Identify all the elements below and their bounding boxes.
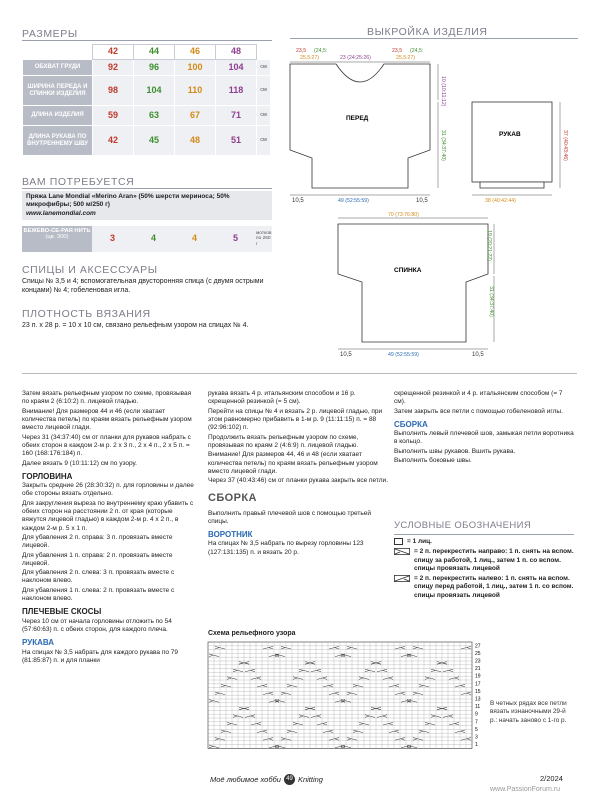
gauge-heading: ПЛОТНОСТЬ ВЯЗАНИЯ xyxy=(22,308,151,320)
size-cell: 71 xyxy=(216,106,257,126)
size-48: 48 xyxy=(216,45,257,60)
paragraph: Затем вязать рельефным узором по схеме, провязывая по краям 2 (6:10:2) п. лицевой гладью. xyxy=(22,390,192,406)
sleeve-label: РУКАВ xyxy=(499,131,521,138)
chart-row-number: 3 xyxy=(475,734,478,741)
chart-row-number: 1 xyxy=(475,742,478,749)
paragraph: Выполнить левый плечевой шов, замыкая петли воротника в кольцо. xyxy=(394,430,574,446)
back-label: СПИНКА xyxy=(394,267,422,274)
footer-issue: 2/2024 xyxy=(540,774,563,783)
paragraph: Затем закрыть все петли с помощью гобеленовой иглы. xyxy=(394,407,563,415)
front-side-left: 10,5 xyxy=(292,198,304,204)
back-bottom-dim: 49 (52:55:59) xyxy=(388,352,419,358)
size-cell: 59 xyxy=(93,106,134,126)
front-label: ПЕРЕД xyxy=(346,115,369,122)
paragraph: На спицах № 3,5 набрать для каждого рукава по 79 (81:85:87) п. и для планки xyxy=(22,648,178,664)
back-top-dim: 70 (73:76:80) xyxy=(388,212,419,218)
paragraph: Для убавления 2 п. слева: 3 п. провязать вместе с наклоном влево. xyxy=(22,569,175,585)
front-outline xyxy=(290,64,430,188)
size-row-label: ШИРИНА ПЕРЕДА И СПИНКИ ИЗДЕЛИЯ xyxy=(23,76,93,106)
size-cell: 110 xyxy=(175,76,216,106)
yarn-qty-row xyxy=(22,226,272,252)
paragraph: Внимание! Для размеров 44 и 46 (если хватает количества петель) по краям вязать рельефным узором вместо лицевой глади. xyxy=(22,407,192,432)
front-shoulder-r-3: 25,5:27) xyxy=(396,55,416,61)
sleeve-width: 38 (40:42:44) xyxy=(485,198,516,204)
chart-note: В четных рядах все петли вязать изнаночными 29-й р.: начать заново с 1-го р. xyxy=(490,700,567,724)
instructions-column-1 xyxy=(22,390,197,666)
paragraph: Закрыть средние 26 (28:30:32) п. для горловины и далее обе стороны вязать отдельно. xyxy=(22,482,194,498)
back-side-right: 10,5 xyxy=(472,352,484,358)
cross-right-icon xyxy=(394,548,410,555)
size-row-label: ДЛИНА ИЗДЕЛИЯ xyxy=(23,106,93,126)
needles-text: Спицы № 3,5 и 4; вспомогательная двусторонняя спица (с двумя острыми концами) № 4; гобеленовая игла. xyxy=(22,278,264,295)
size-cell: 63 xyxy=(134,106,175,126)
section-heading: ПЛЕЧЕВЫЕ СКОСЫ xyxy=(22,607,102,617)
front-shoulder-dim: 23,5 xyxy=(296,48,307,54)
yarn-qty: 4 xyxy=(150,233,156,244)
sleeve-cuff xyxy=(480,182,544,188)
size-cell: 104 xyxy=(134,76,175,106)
legend-rule xyxy=(394,534,574,535)
paragraph: Через 10 см от начала горловины отложить по 54 (57:60:63) п. с обеих сторон, для каждого плеча. xyxy=(22,617,172,633)
footer-page-number: 49 xyxy=(284,774,295,785)
chart-row-number: 17 xyxy=(475,681,481,688)
legend-item-text: = 1 лиц. xyxy=(407,537,432,545)
paragraph: Выполнить боковые швы. xyxy=(394,457,472,465)
size-unit: см xyxy=(257,126,271,156)
size-46: 46 xyxy=(175,45,216,60)
size-cell: 118 xyxy=(216,76,257,106)
size-cell: 92 xyxy=(93,60,134,76)
materials-heading: ВАМ ПОТРЕБУЕТСЯ xyxy=(22,176,135,188)
chart-row-number: 27 xyxy=(475,643,481,650)
size-row-label: ОБХВАТ ГРУДИ xyxy=(23,60,93,76)
sizes-rule xyxy=(22,40,272,41)
front-shoulder-dim-3: 25,5:27) xyxy=(300,55,320,61)
legend-item xyxy=(394,548,574,573)
gauge-text: 23 п. х 28 р. = 10 х 10 см, связано рельефным узором на спицах № 4. xyxy=(22,322,249,329)
sleeve-height: 37 (40:43:46) xyxy=(562,130,568,161)
size-cell: 104 xyxy=(216,60,257,76)
pattern-schematic xyxy=(280,40,590,370)
knit-symbol-icon xyxy=(394,538,403,545)
section-heading: СБОРКА xyxy=(394,419,428,429)
front-height: 31 (34:37:40) xyxy=(440,130,446,161)
needles-heading: СПИЦЫ И АКСЕССУАРЫ xyxy=(22,264,158,276)
front-neck-depth: 10 (10:11:12) xyxy=(440,76,446,107)
chart-row-number: 13 xyxy=(475,696,481,703)
paragraph: Для убавления 2 п. справа: 3 п. провязать вместе лицевой. xyxy=(22,533,173,550)
size-row xyxy=(23,60,271,76)
size-cell: 45 xyxy=(134,126,175,156)
chart-row-number: 21 xyxy=(475,666,481,673)
front-shoulder-r-2: (24,5: xyxy=(410,48,424,54)
yarn-qty: 4 xyxy=(191,233,197,244)
sleeve-outline xyxy=(472,102,552,182)
size-row xyxy=(23,126,271,156)
chart-row-number: 19 xyxy=(475,673,481,680)
paragraph: Перейти на спицы № 4 и вязать 2 р. лицевой гладью, при этом равномерно прибавить в 1-м р. 9 (11:11:15) п. = 88 (92:96:102) п. xyxy=(208,407,383,432)
pattern-rule xyxy=(290,38,578,39)
instructions-column-3 xyxy=(394,390,574,466)
instructions-column-2 xyxy=(208,390,388,558)
legend-item-text: = 2 п. перекрестить налево: 1 п. снять на вспом. спицу перед работой, 1 лиц., затем 1 п. со вспом. спицы провязать лицевой xyxy=(414,575,574,599)
chart-row-number: 5 xyxy=(475,726,478,733)
materials-rule xyxy=(22,188,272,189)
paragraph: Через 31 (34:37:40) см от планки для рукавов набрать с обеих сторон в каждом 2-м р. 2 х 3 п., 2 х 4 п., 2 х 5 п. = 160 (168:176:184) п. xyxy=(22,433,191,458)
size-cell: 98 xyxy=(93,76,134,106)
chart-row-number: 11 xyxy=(475,704,481,711)
size-row xyxy=(23,106,271,126)
legend-item xyxy=(394,538,574,546)
paragraph: Выполнить правый плечевой шов с помощью третьей спицы. xyxy=(208,509,372,525)
yarn-qty: 3 xyxy=(109,233,115,244)
size-42: 42 xyxy=(93,45,134,60)
back-outline xyxy=(338,224,488,342)
size-cell: 51 xyxy=(216,126,257,156)
size-44: 44 xyxy=(134,45,175,60)
pattern-heading: ВЫКРОЙКА ИЗДЕЛИЯ xyxy=(367,26,488,38)
size-cell: 96 xyxy=(134,60,175,76)
size-unit: см xyxy=(257,76,271,106)
paragraph: Выполнить швы рукавов. Вшить рукава. xyxy=(394,447,516,455)
yarn-description: Пряжа Lane Mondial «Merino Aran» (50% шерсти мериноса; 50% микрофибры; 500 м/250 г) xyxy=(26,193,230,209)
paragraph: Для убавления 1 п. слева: 2 п. провязать вместе с наклоном влево. xyxy=(22,586,175,603)
front-bottom-dim: 49 (52:55:59) xyxy=(338,198,369,204)
sizes-table xyxy=(22,44,271,156)
paragraph: скрещенной резинкой и 4 р. итальянским способом (= 7 см). xyxy=(394,390,563,406)
yarn-qty: 5 xyxy=(232,233,238,244)
size-unit: см xyxy=(257,60,271,76)
footer-watermark: www.PassionForum.ru xyxy=(490,786,561,793)
chart-title: Схема рельефного узора xyxy=(208,630,296,637)
footer-magazine xyxy=(210,774,323,785)
yarn-color-name: БЕЖЕВО-СЕ-РАЯ НИТЬ xyxy=(23,228,91,234)
yarn-box xyxy=(22,191,272,220)
paragraph: На спицах № 3,5 набрать по вырезу горловины 123 (127:131:135) п. и вязать 20 р. xyxy=(208,540,364,556)
footer-magazine-name: Моё любимое хобби xyxy=(210,774,281,784)
size-cell: 48 xyxy=(175,126,216,156)
cross-left-icon xyxy=(394,575,410,582)
sizes-header-row xyxy=(23,45,271,60)
size-cell: 67 xyxy=(175,106,216,126)
size-row xyxy=(23,76,271,106)
yarn-qty-unit: мотков по 250 г xyxy=(256,231,272,247)
size-row-label: ДЛИНА РУКАВА ПО ВНУТРЕННЕМУ ШВУ xyxy=(23,126,93,156)
back-top-depth: 19 (20:21:22) xyxy=(486,230,492,261)
chart-row-number: 23 xyxy=(475,658,481,665)
size-cell: 100 xyxy=(175,60,216,76)
section-heading: ГОРЛОВИНА xyxy=(22,471,73,481)
legend-item xyxy=(394,575,574,600)
chart-row-number: 7 xyxy=(475,719,478,726)
paragraph: Для убавления 1 п. справа: 2 п. провязать вместе лицевой. xyxy=(22,551,173,567)
legend xyxy=(394,520,574,600)
section-heading: СБОРКА xyxy=(208,492,257,505)
chart-row-number: 15 xyxy=(475,688,481,695)
front-shoulder-dim-2: (24,5: xyxy=(314,48,328,54)
sizes-heading: РАЗМЕРЫ xyxy=(22,28,78,40)
yarn-website: www.lanemondial.com xyxy=(26,209,96,217)
front-shoulder-r: 23,5 xyxy=(392,48,403,54)
paragraph: Для закругления выреза по внутреннему краю убавить с обеих сторон на расстоянии 2 п. от края (которые вяжутся лицевой гладью) в каждом 2-м р. 4 х 2 п., в каждом 2-м р. 5 х 1 п. xyxy=(22,499,194,532)
front-neck-dim: 23 (24:25:26) xyxy=(340,55,371,61)
paragraph: Через 37 (40:43:46) см от планки рукава закрыть все петли. xyxy=(208,477,388,485)
section-heading: РУКАВА xyxy=(22,638,55,648)
back-side-left: 10,5 xyxy=(340,352,352,358)
paragraph: рукава вязать 4 р. итальянским способом и 16 р. скрещенной резинкой (= 5 см). xyxy=(208,390,356,406)
paragraph: Далее вязать 9 (10:11:12) см по узору. xyxy=(22,459,137,467)
paragraph: Продолжить вязать рельефным узором по схеме, провязывая по краям 2 (4:6:9) п. лицевой гладью. xyxy=(208,433,359,449)
yarn-color-label xyxy=(22,226,92,252)
legend-item-text: = 2 п. перекрестить направо: 1 п. снять на вспом. спицу за работой, 1 лиц., затем 1 п. со вспом. спицы провязать лицевой xyxy=(414,548,574,572)
back-height: 31 (34:37:40) xyxy=(488,286,494,317)
size-cell: 42 xyxy=(93,126,134,156)
yarn-color-code: (цв. 300) xyxy=(45,234,69,241)
section-divider xyxy=(22,373,577,374)
section-heading: ВОРОТНИК xyxy=(208,530,253,540)
legend-heading: УСЛОВНЫЕ ОБОЗНАЧЕНИЯ xyxy=(394,520,532,531)
size-unit: см xyxy=(257,106,271,126)
paragraph: Внимание! Для размеров 44, 46 и 48 (если хватает количества петель) по краям вязать рельефным узором вместо лицевой глади. xyxy=(208,451,378,475)
stitch-chart xyxy=(206,640,496,752)
footer-section: Knitting xyxy=(297,774,323,784)
front-side-right: 10,5 xyxy=(416,198,428,204)
chart-row-number: 25 xyxy=(475,650,481,657)
chart-row-number: 9 xyxy=(475,711,478,718)
